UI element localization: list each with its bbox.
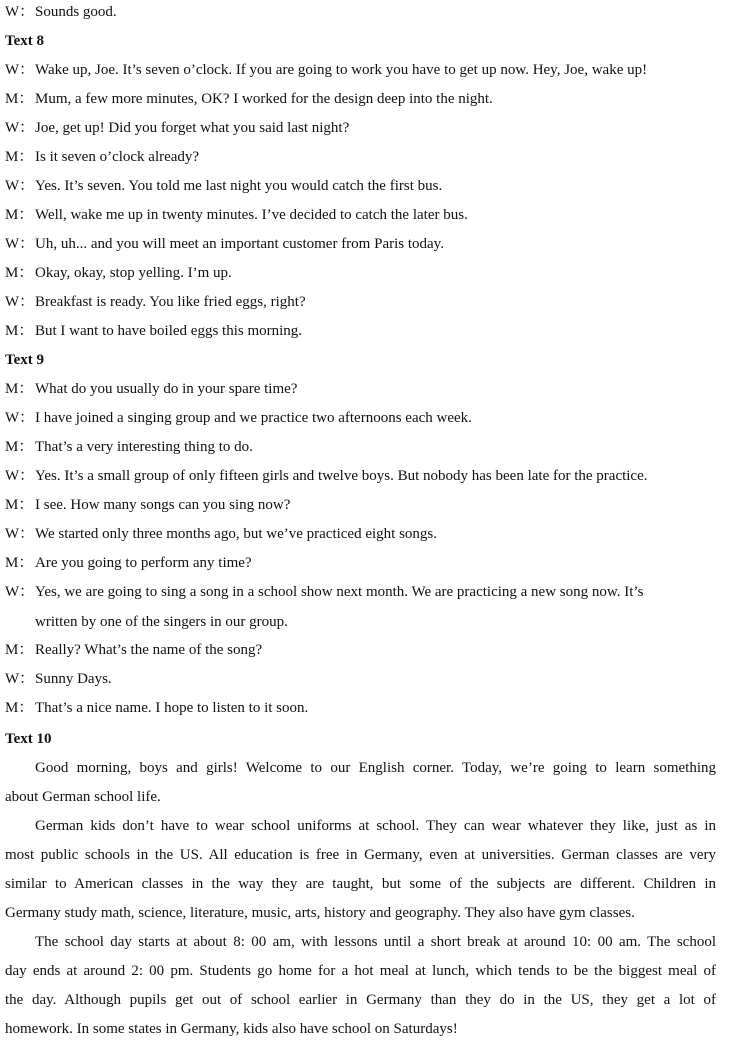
dialog-text: Yes. It’s a small group of only fifteen girls and twelve boys. But nobody has been late for the practice. bbox=[35, 468, 648, 484]
dialog-text: We started only three months ago, but we’ve practiced eight songs. bbox=[35, 526, 438, 542]
speaker-label: W： bbox=[5, 236, 35, 252]
dialog-line bbox=[5, 89, 716, 109]
dialog-line bbox=[5, 466, 716, 486]
paragraph-line: German kids don’t have to wear school uniforms at school. They can wear whatever they like, just as in bbox=[35, 818, 716, 834]
dialog-text: What do you usually do in your spare time? bbox=[35, 381, 298, 397]
speaker-label: W： bbox=[5, 526, 35, 542]
dialog-text: Okay, okay, stop yelling. I’m up. bbox=[35, 265, 232, 281]
paragraph-line: most public schools in the US. All education is free in Germany, even at universities. German classes are very bbox=[5, 847, 716, 863]
dialog-line bbox=[5, 147, 716, 167]
dialog-text: Is it seven o’clock already? bbox=[35, 149, 200, 165]
dialog-continuation: written by one of the singers in our group. bbox=[35, 614, 288, 630]
dialog-line bbox=[5, 263, 716, 283]
speaker-label: M： bbox=[5, 700, 34, 716]
dialog-text: Yes. It’s seven. You told me last night you would catch the first bus. bbox=[35, 178, 443, 194]
dialog-text: Sunny Days. bbox=[35, 671, 112, 687]
dialog-text: I have joined a singing group and we practice two afternoons each week. bbox=[35, 410, 472, 426]
dialog-text: Yes, we are going to sing a song in a school show next month. We are practicing a new song now. It’s bbox=[35, 584, 644, 600]
dialog-line bbox=[5, 234, 716, 254]
speaker-label: W： bbox=[5, 468, 35, 484]
dialog-line bbox=[5, 408, 716, 428]
paragraph-line: homework. In some states in Germany, kids also have school on Saturdays! bbox=[5, 1021, 458, 1037]
speaker-label: W： bbox=[5, 62, 35, 78]
section-heading: Text 8 bbox=[5, 33, 45, 49]
dialog-line bbox=[5, 640, 716, 660]
section-heading: Text 10 bbox=[5, 731, 52, 747]
dialog-text: Joe, get up! Did you forget what you said last night? bbox=[35, 120, 350, 136]
speaker-label: W： bbox=[5, 410, 35, 426]
dialog-line bbox=[5, 437, 716, 457]
dialog-line bbox=[5, 205, 716, 225]
dialog-line bbox=[5, 495, 716, 515]
paragraph-line: about German school life. bbox=[5, 789, 161, 805]
dialog-text: Sounds good. bbox=[35, 4, 117, 20]
speaker-label: M： bbox=[5, 439, 34, 455]
dialog-line bbox=[5, 176, 716, 196]
dialog-line bbox=[5, 60, 716, 80]
speaker-label: M： bbox=[5, 381, 34, 397]
dialog-text: Wake up, Joe. It’s seven o’clock. If you are going to work you have to get up now. Hey, Joe, wake up! bbox=[35, 62, 648, 78]
dialog-text: Are you going to perform any time? bbox=[35, 555, 252, 571]
paragraph-line: Germany study math, science, literature, music, arts, history and geography. They also have gym classes. bbox=[5, 905, 635, 921]
section-heading: Text 9 bbox=[5, 352, 45, 368]
speaker-label: W： bbox=[5, 178, 35, 194]
paragraph-line: day ends at around 2: 00 pm. Students go home for a hot meal at lunch, which tends to be the biggest meal of bbox=[5, 963, 716, 979]
speaker-label: M： bbox=[5, 323, 34, 339]
dialog-line bbox=[5, 582, 716, 602]
speaker-label: M： bbox=[5, 265, 34, 281]
speaker-label: M： bbox=[5, 207, 34, 223]
dialog-line bbox=[5, 379, 716, 399]
dialog-text: But I want to have boiled eggs this morning. bbox=[35, 323, 303, 339]
dialog-line bbox=[5, 321, 716, 341]
dialog-text: Well, wake me up in twenty minutes. I’ve decided to catch the later bus. bbox=[35, 207, 468, 223]
dialog-line bbox=[5, 669, 716, 689]
speaker-label: M： bbox=[5, 497, 34, 513]
speaker-label: W： bbox=[5, 120, 35, 136]
dialog-line bbox=[5, 2, 716, 22]
dialog-line bbox=[5, 698, 716, 718]
speaker-label: M： bbox=[5, 149, 34, 165]
speaker-label: W： bbox=[5, 671, 35, 687]
dialog-text: That’s a nice name. I hope to listen to it soon. bbox=[35, 700, 309, 716]
paragraph-line: the day. Although pupils get out of school earlier in Germany than they do in the US, they get a lot of bbox=[5, 992, 716, 1008]
dialog-line bbox=[5, 292, 716, 312]
speaker-label: M： bbox=[5, 642, 34, 658]
dialog-text: Breakfast is ready. You like fried eggs, right? bbox=[35, 294, 306, 310]
dialog-text: That’s a very interesting thing to do. bbox=[35, 439, 253, 455]
dialog-text: I see. How many songs can you sing now? bbox=[35, 497, 291, 513]
paragraph-line: Good morning, boys and girls! Welcome to our English corner. Today, we’re going to learn something bbox=[35, 760, 716, 776]
speaker-label: W： bbox=[5, 584, 35, 600]
paragraph-line: similar to American classes in the way they are taught, but some of the subjects are different. Children in bbox=[5, 876, 716, 892]
dialog-line bbox=[5, 118, 716, 138]
dialog-line bbox=[5, 524, 716, 544]
speaker-label: W： bbox=[5, 294, 35, 310]
dialog-text: Really? What’s the name of the song? bbox=[35, 642, 263, 658]
dialog-text: Mum, a few more minutes, OK? I worked for the design deep into the night. bbox=[35, 91, 493, 107]
paragraph-line: The school day starts at about 8: 00 am, with lessons until a short break at around 10: 00 am. The school bbox=[35, 934, 716, 950]
dialog-text: Uh, uh... and you will meet an important customer from Paris today. bbox=[35, 236, 444, 252]
speaker-label: M： bbox=[5, 91, 34, 107]
speaker-label: W： bbox=[5, 4, 35, 20]
dialog-line bbox=[5, 553, 716, 573]
speaker-label: M： bbox=[5, 555, 34, 571]
